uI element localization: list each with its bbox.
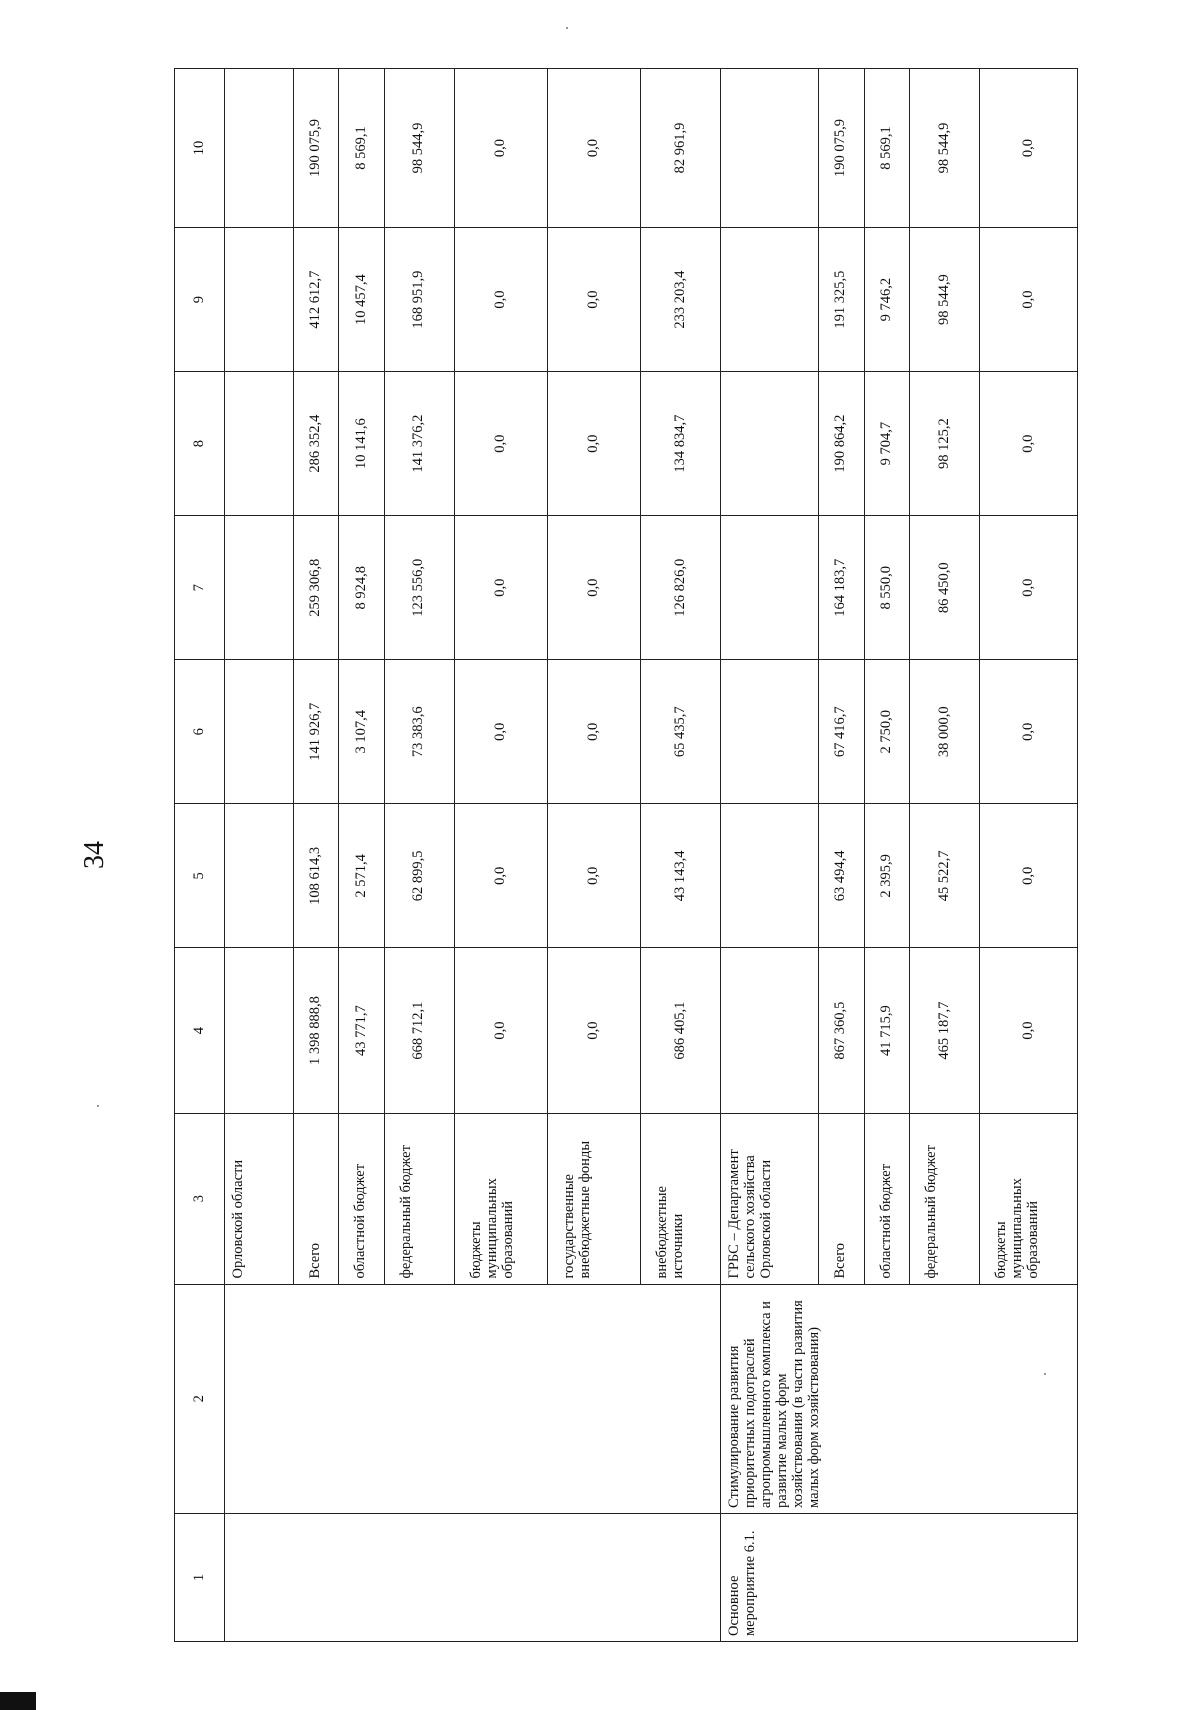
value-cell: 2 571,4 — [339, 804, 385, 948]
value-cell: 0,0 — [548, 948, 641, 1113]
budget-table — [174, 68, 1078, 1642]
value-cell: 41 715,9 — [864, 948, 910, 1113]
value-cell: 0,0 — [548, 660, 641, 804]
value-cell: 98 544,9 — [910, 69, 980, 228]
value-cell: 0,0 — [980, 948, 1078, 1113]
empty-cell — [721, 804, 819, 948]
value-cell: 141 926,7 — [293, 660, 339, 804]
value-cell: 0,0 — [980, 804, 1078, 948]
empty-cell — [721, 228, 819, 372]
grbs-continued-cell: Орловской области — [224, 1113, 293, 1284]
value-cell: 412 612,7 — [293, 228, 339, 372]
value-cell: 63 494,4 — [819, 804, 865, 948]
value-cell: 141 376,2 — [384, 372, 454, 516]
value-cell: 190 075,9 — [819, 69, 865, 228]
value-cell: 0,0 — [548, 372, 641, 516]
value-cell: 668 712,1 — [384, 948, 454, 1113]
value-cell: 98 544,9 — [384, 69, 454, 228]
value-cell: 0,0 — [980, 516, 1078, 660]
column-header: 6 — [175, 660, 225, 804]
value-cell: 2 750,0 — [864, 660, 910, 804]
value-cell: 8 569,1 — [339, 69, 385, 228]
value-cell: 3 107,4 — [339, 660, 385, 804]
value-cell: 134 834,7 — [641, 372, 721, 516]
column-header: 10 — [175, 69, 225, 228]
page-number: 34 — [79, 841, 110, 869]
value-cell: 190 864,2 — [819, 372, 865, 516]
source-label: областной бюджет — [864, 1113, 910, 1284]
budget-table-rotated — [174, 68, 1078, 1642]
source-label: федеральный бюджет — [384, 1113, 454, 1284]
scan-edge-mark — [0, 1692, 36, 1710]
activity-name-cell: Стимулирование развития приоритетных подотраслей агропромышленного комплекса и развитие малых форм хозяйствования (в части развития малых форм хозяйствования) — [721, 1284, 1078, 1513]
value-cell: 38 000,0 — [910, 660, 980, 804]
value-cell: 43 143,4 — [641, 804, 721, 948]
value-cell: 73 383,6 — [384, 660, 454, 804]
value-cell: 10 457,4 — [339, 228, 385, 372]
value-cell: 108 614,3 — [293, 804, 339, 948]
value-cell: 2 395,9 — [864, 804, 910, 948]
source-label: областной бюджет — [339, 1113, 385, 1284]
value-cell: 0,0 — [980, 69, 1078, 228]
value-cell: 0,0 — [548, 228, 641, 372]
value-cell: 259 306,8 — [293, 516, 339, 660]
value-cell: 1 398 888,8 — [293, 948, 339, 1113]
table-header-row — [175, 69, 225, 1642]
value-cell: 0,0 — [454, 372, 547, 516]
value-cell: 86 450,0 — [910, 516, 980, 660]
value-cell: 233 203,4 — [641, 228, 721, 372]
value-cell: 191 325,5 — [819, 228, 865, 372]
source-label: бюджеты муниципальных образований — [980, 1113, 1078, 1284]
value-cell: 8 569,1 — [864, 69, 910, 228]
value-cell: 65 435,7 — [641, 660, 721, 804]
value-cell: 62 899,5 — [384, 804, 454, 948]
value-cell: 9 746,2 — [864, 228, 910, 372]
value-cell: 10 141,6 — [339, 372, 385, 516]
column-header: 7 — [175, 516, 225, 660]
value-cell: 286 352,4 — [293, 372, 339, 516]
empty-cell — [224, 1284, 720, 1513]
table-row — [224, 69, 293, 1642]
value-cell: 9 704,7 — [864, 372, 910, 516]
empty-cell — [721, 372, 819, 516]
grbs-cell: ГРБС – Департамент сельского хозяйства Орловской области — [721, 1113, 819, 1284]
empty-cell — [721, 948, 819, 1113]
scan-speck — [566, 27, 568, 29]
value-cell: 686 405,1 — [641, 948, 721, 1113]
empty-cell — [721, 516, 819, 660]
value-cell: 0,0 — [454, 516, 547, 660]
column-header: 5 — [175, 804, 225, 948]
column-header: 2 — [175, 1284, 225, 1513]
source-label: федеральный бюджет — [910, 1113, 980, 1284]
value-cell: 8 924,8 — [339, 516, 385, 660]
source-label: внебюджетные источники — [641, 1113, 721, 1284]
column-header: 9 — [175, 228, 225, 372]
table-row — [721, 69, 819, 1642]
value-cell: 0,0 — [548, 69, 641, 228]
value-cell: 45 522,7 — [910, 804, 980, 948]
value-cell: 465 187,7 — [910, 948, 980, 1113]
value-cell: 0,0 — [980, 372, 1078, 516]
value-cell: 82 961,9 — [641, 69, 721, 228]
value-cell: 0,0 — [980, 660, 1078, 804]
column-header: 1 — [175, 1513, 225, 1641]
scan-speck — [97, 1105, 99, 1107]
column-header: 4 — [175, 948, 225, 1113]
source-label: бюджеты муниципальных образований — [454, 1113, 547, 1284]
value-cell: 0,0 — [454, 660, 547, 804]
value-cell: 123 556,0 — [384, 516, 454, 660]
scan-speck — [1044, 1373, 1046, 1375]
source-label: государственные внебюджетные фонды — [548, 1113, 641, 1284]
value-cell: 190 075,9 — [293, 69, 339, 228]
value-cell: 98 125,2 — [910, 372, 980, 516]
value-cell: 0,0 — [548, 516, 641, 660]
value-cell: 0,0 — [980, 228, 1078, 372]
source-label: Всего — [293, 1113, 339, 1284]
value-cell: 98 544,9 — [910, 228, 980, 372]
empty-cell — [224, 1513, 720, 1641]
value-cell: 0,0 — [454, 228, 547, 372]
value-cell: 168 951,9 — [384, 228, 454, 372]
column-header: 8 — [175, 372, 225, 516]
empty-cell — [721, 660, 819, 804]
value-cell: 67 416,7 — [819, 660, 865, 804]
activity-code-cell: Основное мероприятие 6.1. — [721, 1513, 1078, 1641]
column-header: 3 — [175, 1113, 225, 1284]
value-cell: 0,0 — [454, 948, 547, 1113]
value-cell: 0,0 — [548, 804, 641, 948]
source-label: Всего — [819, 1113, 865, 1284]
value-cell: 126 826,0 — [641, 516, 721, 660]
empty-cell — [721, 69, 819, 228]
value-cell: 164 183,7 — [819, 516, 865, 660]
value-cell: 0,0 — [454, 69, 547, 228]
value-cell: 867 360,5 — [819, 948, 865, 1113]
value-cell: 8 550,0 — [864, 516, 910, 660]
value-cell: 0,0 — [454, 804, 547, 948]
value-cell: 43 771,7 — [339, 948, 385, 1113]
